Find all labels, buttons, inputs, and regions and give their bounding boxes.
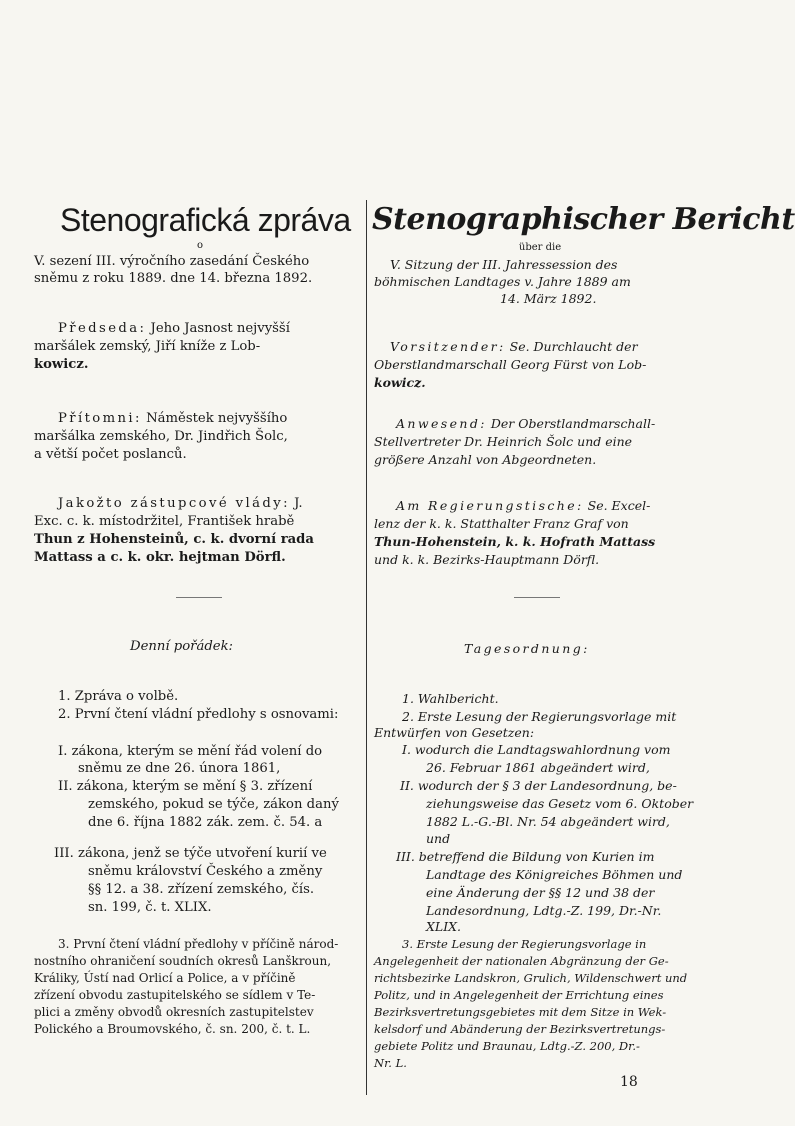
chair-block-german bbox=[390, 338, 638, 355]
present-line: größere Anzahl von Abgeordneten. bbox=[374, 452, 597, 467]
agenda-line: 2. Erste Lesung der Regierungsvorlage mit bbox=[402, 709, 677, 724]
agenda-line: 2. První čtení vládní předlohy s osnovami: bbox=[58, 707, 339, 722]
agenda-line: sn. 199, č. t. XLIX. bbox=[88, 900, 212, 915]
chair-block-czech bbox=[58, 320, 290, 337]
agenda-line: III. betreffend die Bildung von Kurien im bbox=[396, 849, 655, 864]
agenda-heading-german: Tagesordnung: bbox=[464, 641, 590, 656]
session-line: 14. März 1892. bbox=[500, 291, 597, 306]
chair-label: Vorsitzender: bbox=[390, 339, 506, 354]
gov-line: und k. k. Bezirks-Hauptmann Dörfl. bbox=[374, 552, 600, 567]
agenda-line: I. zákona, kterým se mění řád volení do bbox=[58, 744, 323, 759]
gov-line: Thun z Hohensteinů, c. k. dvorní rada bbox=[34, 532, 314, 547]
chair-line: Jeho Jasnost nejvyšší bbox=[150, 321, 290, 336]
agenda-line: II. wodurch der § 3 der Landesordnung, be- bbox=[400, 778, 677, 793]
agenda-line: 1882 L.-G.-Bl. Nr. 54 abgeändert wird, bbox=[426, 814, 670, 829]
present-line: Stellvertreter Dr. Heinrich Šolc und eine bbox=[374, 434, 633, 449]
agenda-line: Entwürfen von Gesetzen: bbox=[374, 725, 535, 740]
agenda-line: Landesordnung, Ldtg.-Z. 199, Dr.-Nr. bbox=[426, 903, 662, 918]
gov-block-czech bbox=[58, 495, 303, 512]
present-label: Přítomni: bbox=[58, 411, 142, 426]
agenda-line: Polického a Broumovského, č. sn. 200, č. t. L. bbox=[34, 1022, 311, 1036]
gov-label: Am Regierungstische: bbox=[396, 498, 584, 513]
gov-line: lenz der k. k. Statthalter Franz Graf von bbox=[374, 516, 629, 531]
agenda-line: Angelegenheit der nationalen Abgränzung der Ge- bbox=[374, 954, 669, 968]
present-block-czech bbox=[58, 410, 287, 427]
separator-rule bbox=[176, 597, 222, 598]
title-german: Stenographischer Bericht bbox=[372, 202, 795, 237]
agenda-line: 3. Erste Lesung der Regierungsvorlage in bbox=[402, 937, 647, 951]
session-line: sněmu z roku 1889. dne 14. března 1892. bbox=[34, 271, 313, 286]
agenda-line: Nr. L. bbox=[374, 1056, 407, 1070]
agenda-line: zřízení obvodu zastupitelského se sídlem v Te- bbox=[34, 988, 316, 1002]
agenda-line: Králiky, Ústí nad Orlicí a Police, a v příčině bbox=[34, 971, 296, 985]
agenda-line: dne 6. října 1882 zák. zem. č. 54. a bbox=[88, 815, 323, 830]
agenda-line: gebiete Politz und Braunau, Ldtg.-Z. 200, Dr.- bbox=[374, 1039, 640, 1053]
gov-line: Se. Excel- bbox=[587, 498, 651, 513]
agenda-line: sněmu ze dne 26. února 1861, bbox=[78, 761, 281, 776]
agenda-line: ziehungsweise das Gesetz vom 6. Oktober bbox=[426, 796, 694, 811]
chair-line: Se. Durchlaucht der bbox=[509, 339, 638, 354]
agenda-line: sněmu království Českého a změny bbox=[88, 864, 323, 879]
page-number: 18 bbox=[620, 1074, 638, 1090]
agenda-line: III. zákona, jenž se týče utvoření kurií ve bbox=[54, 846, 327, 861]
agenda-line: 1. Zpráva o volbě. bbox=[58, 689, 179, 704]
chair-line: maršálek zemský, Jiří kníže z Lob- bbox=[34, 339, 261, 354]
agenda-heading-czech: Denní pořádek: bbox=[130, 639, 234, 654]
chair-line: Oberstlandmarschall Georg Fürst von Lob- bbox=[374, 357, 647, 372]
gov-block-german bbox=[396, 497, 650, 514]
title-sub-czech: o bbox=[196, 240, 204, 251]
session-line: V. sezení III. výročního zasedání Českého bbox=[34, 254, 310, 269]
agenda-line: richtsbezirke Landskron, Grulich, Wildenschwert und bbox=[374, 971, 688, 985]
agenda-line: nostního ohraničení soudních okresů Lanškroun, bbox=[34, 954, 332, 968]
agenda-line: I. wodurch die Landtagswahlordnung vom bbox=[402, 742, 671, 757]
agenda-line: Landtage des Königreiches Böhmen und bbox=[426, 867, 683, 882]
session-line: V. Sitzung der III. Jahressession des bbox=[390, 257, 618, 272]
chair-label: Předseda: bbox=[58, 321, 147, 336]
present-line: a větší počet poslanců. bbox=[34, 447, 187, 462]
agenda-line: II. zákona, kterým se mění § 3. zřízení bbox=[58, 779, 313, 794]
present-line: Der Oberstlandmarschall- bbox=[490, 416, 656, 431]
title-czech: Stenografická zpráva bbox=[60, 202, 351, 238]
gov-line: Thun-Hohenstein, k. k. Hofrath Mattass bbox=[374, 534, 656, 549]
agenda-line: plici a změny obvodů okresních zastupitelstev bbox=[34, 1005, 314, 1019]
agenda-line: 3. První čtení vládní předlohy v příčině národ- bbox=[58, 937, 339, 951]
title-sub-german: über die bbox=[518, 242, 562, 253]
agenda-line: und bbox=[426, 831, 451, 846]
gov-line: Exc. c. k. místodržitel, František hrabě bbox=[34, 514, 295, 529]
agenda-line: eine Änderung der §§ 12 und 38 der bbox=[426, 885, 655, 900]
agenda-line: kelsdorf und Abänderung der Bezirksvertretungs- bbox=[374, 1022, 666, 1036]
session-line: böhmischen Landtages v. Jahre 1889 am bbox=[374, 274, 631, 289]
agenda-line: XLIX. bbox=[426, 919, 462, 934]
column-divider bbox=[366, 200, 367, 1095]
chair-line: kowicz. bbox=[374, 375, 426, 390]
gov-label: Jakožto zástupcové vlády: bbox=[58, 496, 290, 511]
present-label: Anwesend: bbox=[396, 416, 487, 431]
gov-line: J. bbox=[294, 496, 303, 511]
present-line: Náměstek nejvyššího bbox=[146, 411, 288, 426]
present-line: maršálka zemského, Dr. Jindřich Šolc, bbox=[34, 429, 288, 444]
separator-rule bbox=[514, 597, 560, 598]
chair-line: kowicz. bbox=[34, 357, 89, 372]
agenda-line: Bezirksvertretungsgebietes mit dem Sitze in Wek- bbox=[374, 1005, 667, 1019]
present-block-german bbox=[396, 415, 655, 432]
gov-line: Mattass a c. k. okr. hejtman Dörfl. bbox=[34, 550, 286, 565]
agenda-line: 1. Wahlbericht. bbox=[402, 691, 499, 706]
agenda-line: zemského, pokud se týče, zákon daný bbox=[88, 797, 339, 812]
agenda-line: §§ 12. a 38. zřízení zemského, čís. bbox=[88, 882, 315, 897]
agenda-line: 26. Februar 1861 abgeändert wird, bbox=[426, 760, 650, 775]
agenda-line: Politz, und in Angelegenheit der Errichtung eines bbox=[374, 988, 664, 1002]
